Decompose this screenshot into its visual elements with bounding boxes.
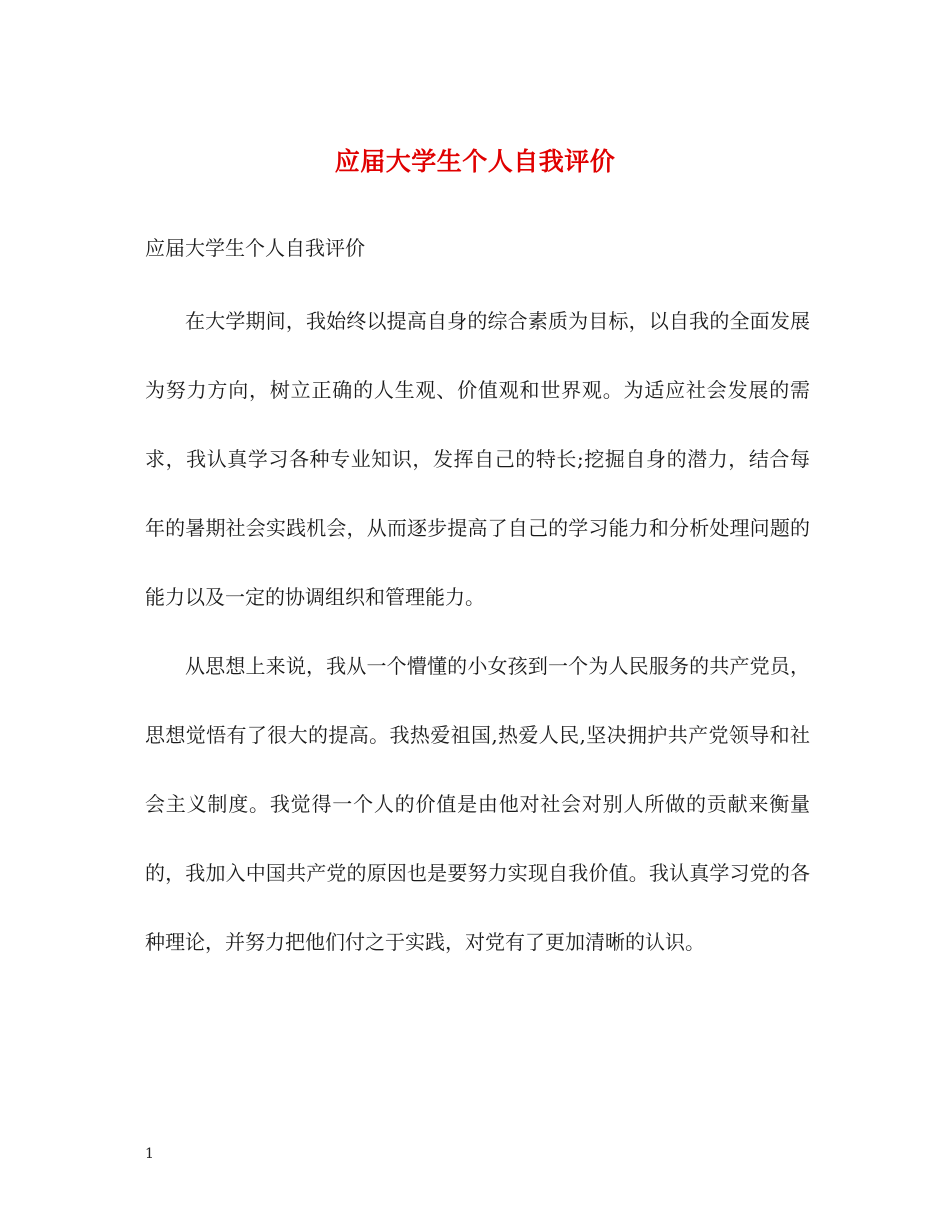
paragraph-2: 从思想上来说，我从一个懵懂的小女孩到一个为人民服务的共产党员，思想觉悟有了很大的提高。我热爱祖国,热爱人民,坚决拥护共产党领导和社会主义制度。我觉得一个人的价值是由他对社会对别人所做的贡献来衡量的，我加入中国共产党的原因也是要努力实现自我价值。我认真学习党的各种理论，并努力把他们付之于实践，对党有了更加清晰的认识。 [145,654,810,954]
paragraph-1: 在大学期间，我始终以提高自身的综合素质为目标，以自我的全面发展为努力方向，树立正确的人生观、价值观和世界观。为适应社会发展的需求，我认真学习各种专业知识，发挥自己的特长;挖掘自身的潜力，结合每年的暑期社会实践机会，从而逐步提高了自己的学习能力和分析处理问题的能力以及一定的协调组织和管理能力。 [145,309,810,609]
page-number: 1 [145,1146,154,1162]
document-subtitle: 应届大学生个人自我评价 [145,236,365,260]
document-title: 应届大学生个人自我评价 [334,147,616,176]
